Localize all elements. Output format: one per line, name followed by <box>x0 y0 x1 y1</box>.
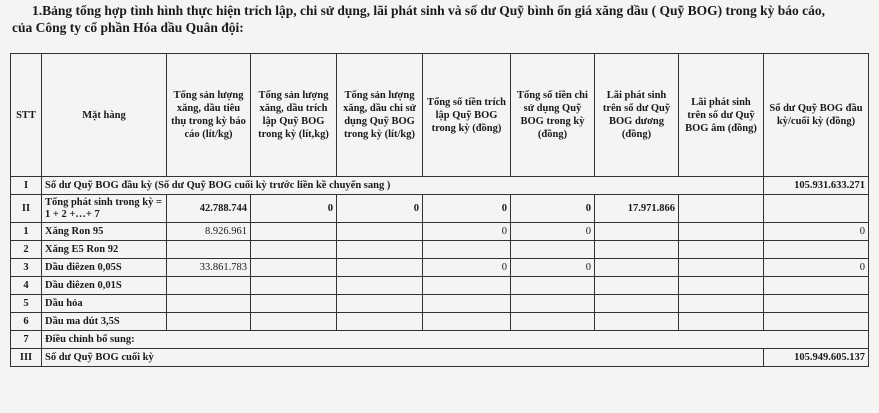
row-stt: 1 <box>11 223 42 241</box>
heading-line-1: 1.Bảng tổng hợp tình hình thực hiện trích lập, chi sử dụng, lãi phát sinh và số dư Quỹ bình ổn giá xăng dầu ( Quỹ BOG) trong kỳ báo cáo, <box>32 3 826 18</box>
total-amount-used: 0 <box>511 195 595 223</box>
cell-interest-positive <box>595 313 679 331</box>
col-header-amount-set-aside: Tổng số tiền trích lập Quỹ BOG trong kỳ (đồng) <box>423 54 511 177</box>
cell-balance <box>764 295 869 313</box>
row-stt: II <box>11 195 42 223</box>
item-row-kerosene <box>11 295 869 313</box>
cell-vol-set-aside <box>251 259 337 277</box>
col-header-interest-negative: Lãi phát sinh trên số dư Quỹ BOG âm (đồng) <box>679 54 764 177</box>
cell-amount-used <box>511 295 595 313</box>
cell-vol-used <box>337 241 423 259</box>
row-label: Dầu điêzen 0,01S <box>42 277 167 295</box>
cell-amount-used <box>511 277 595 295</box>
col-header-vol-used: Tổng sản lượng xăng, dầu chi sử dụng Quỹ BOG trong kỳ (lít/kg) <box>337 54 423 177</box>
cell-balance <box>764 241 869 259</box>
cell-interest-negative <box>679 295 764 313</box>
col-header-item: Mặt hàng <box>42 54 167 177</box>
cell-consumed <box>167 241 251 259</box>
col-header-balance: Số dư Quỹ BOG đầu kỳ/cuối kỳ (đồng) <box>764 54 869 177</box>
adjustment-row <box>11 331 869 349</box>
closing-balance-value: 105.949.605.137 <box>764 349 869 367</box>
cell-interest-negative <box>679 223 764 241</box>
row-stt: 3 <box>11 259 42 277</box>
cell-vol-set-aside <box>251 241 337 259</box>
header-row <box>11 54 869 177</box>
cell-vol-set-aside <box>251 313 337 331</box>
item-row-ron95 <box>11 223 869 241</box>
row-label: Điều chỉnh bổ sung: <box>42 331 869 349</box>
cell-balance: 0 <box>764 223 869 241</box>
total-vol-used: 0 <box>337 195 423 223</box>
row-label: Dầu điêzen 0,05S <box>42 259 167 277</box>
cell-vol-used <box>337 313 423 331</box>
row-stt: 5 <box>11 295 42 313</box>
total-row <box>11 195 869 223</box>
cell-consumed: 33.861.783 <box>167 259 251 277</box>
row-stt: 7 <box>11 331 42 349</box>
report-heading <box>12 2 872 36</box>
cell-vol-set-aside <box>251 223 337 241</box>
cell-amount-set-aside <box>423 313 511 331</box>
row-stt: III <box>11 349 42 367</box>
row-label: Tổng phát sinh trong kỳ = 1 + 2 +…+ 7 <box>42 195 167 223</box>
cell-interest-positive <box>595 223 679 241</box>
row-label: Số dư Quỹ BOG cuối kỳ <box>42 349 764 367</box>
total-interest-positive: 17.971.866 <box>595 195 679 223</box>
cell-interest-negative <box>679 241 764 259</box>
cell-amount-set-aside <box>423 241 511 259</box>
bog-fund-table <box>10 53 869 367</box>
closing-balance-row <box>11 349 869 367</box>
cell-amount-set-aside: 0 <box>423 259 511 277</box>
opening-balance-row <box>11 177 869 195</box>
cell-vol-set-aside <box>251 277 337 295</box>
cell-amount-set-aside: 0 <box>423 223 511 241</box>
col-header-stt: STT <box>11 54 42 177</box>
cell-vol-used <box>337 259 423 277</box>
item-row-diesen001 <box>11 277 869 295</box>
opening-balance-value: 105.931.633.271 <box>764 177 869 195</box>
cell-vol-used <box>337 277 423 295</box>
row-stt: 2 <box>11 241 42 259</box>
item-row-diesen005 <box>11 259 869 277</box>
cell-consumed <box>167 313 251 331</box>
row-label: Xăng E5 Ron 92 <box>42 241 167 259</box>
total-consumed: 42.788.744 <box>167 195 251 223</box>
heading-line-2: của Công ty cổ phần Hóa dầu Quân đội: <box>12 20 244 35</box>
col-header-amount-used: Tổng số tiền chi sử dụng Quỹ BOG trong kỳ (đồng) <box>511 54 595 177</box>
cell-interest-positive <box>595 241 679 259</box>
cell-interest-positive <box>595 277 679 295</box>
cell-amount-set-aside <box>423 277 511 295</box>
cell-interest-positive <box>595 259 679 277</box>
cell-vol-used <box>337 295 423 313</box>
cell-interest-negative <box>679 277 764 295</box>
row-stt: 6 <box>11 313 42 331</box>
item-row-fuel-oil <box>11 313 869 331</box>
cell-balance: 0 <box>764 259 869 277</box>
cell-amount-set-aside <box>423 295 511 313</box>
row-label: Số dư Quỹ BOG đầu kỳ (Số dư Quỹ BOG cuối kỳ trước liền kề chuyển sang ) <box>42 177 764 195</box>
cell-amount-used <box>511 241 595 259</box>
item-row-e5ron92 <box>11 241 869 259</box>
row-label: Dầu hỏa <box>42 295 167 313</box>
total-balance <box>764 195 869 223</box>
cell-amount-used: 0 <box>511 223 595 241</box>
total-vol-set-aside: 0 <box>251 195 337 223</box>
cell-consumed <box>167 277 251 295</box>
cell-amount-used <box>511 313 595 331</box>
cell-interest-positive <box>595 295 679 313</box>
row-stt: I <box>11 177 42 195</box>
row-label: Xăng Ron 95 <box>42 223 167 241</box>
cell-balance <box>764 313 869 331</box>
col-header-consumed: Tổng sản lượng xăng, dầu tiêu thụ trong kỳ báo cáo (lít/kg) <box>167 54 251 177</box>
total-amount-set-aside: 0 <box>423 195 511 223</box>
col-header-interest-positive: Lãi phát sinh trên số dư Quỹ BOG dương (đồng) <box>595 54 679 177</box>
row-stt: 4 <box>11 277 42 295</box>
col-header-vol-set-aside: Tổng sản lượng xăng, dầu trích lập Quỹ BOG trong kỳ (lít,kg) <box>251 54 337 177</box>
cell-vol-used <box>337 223 423 241</box>
cell-vol-set-aside <box>251 295 337 313</box>
cell-consumed: 8.926.961 <box>167 223 251 241</box>
row-label: Dầu ma dút 3,5S <box>42 313 167 331</box>
cell-amount-used: 0 <box>511 259 595 277</box>
total-interest-negative <box>679 195 764 223</box>
cell-balance <box>764 277 869 295</box>
cell-consumed <box>167 295 251 313</box>
cell-interest-negative <box>679 313 764 331</box>
cell-interest-negative <box>679 259 764 277</box>
